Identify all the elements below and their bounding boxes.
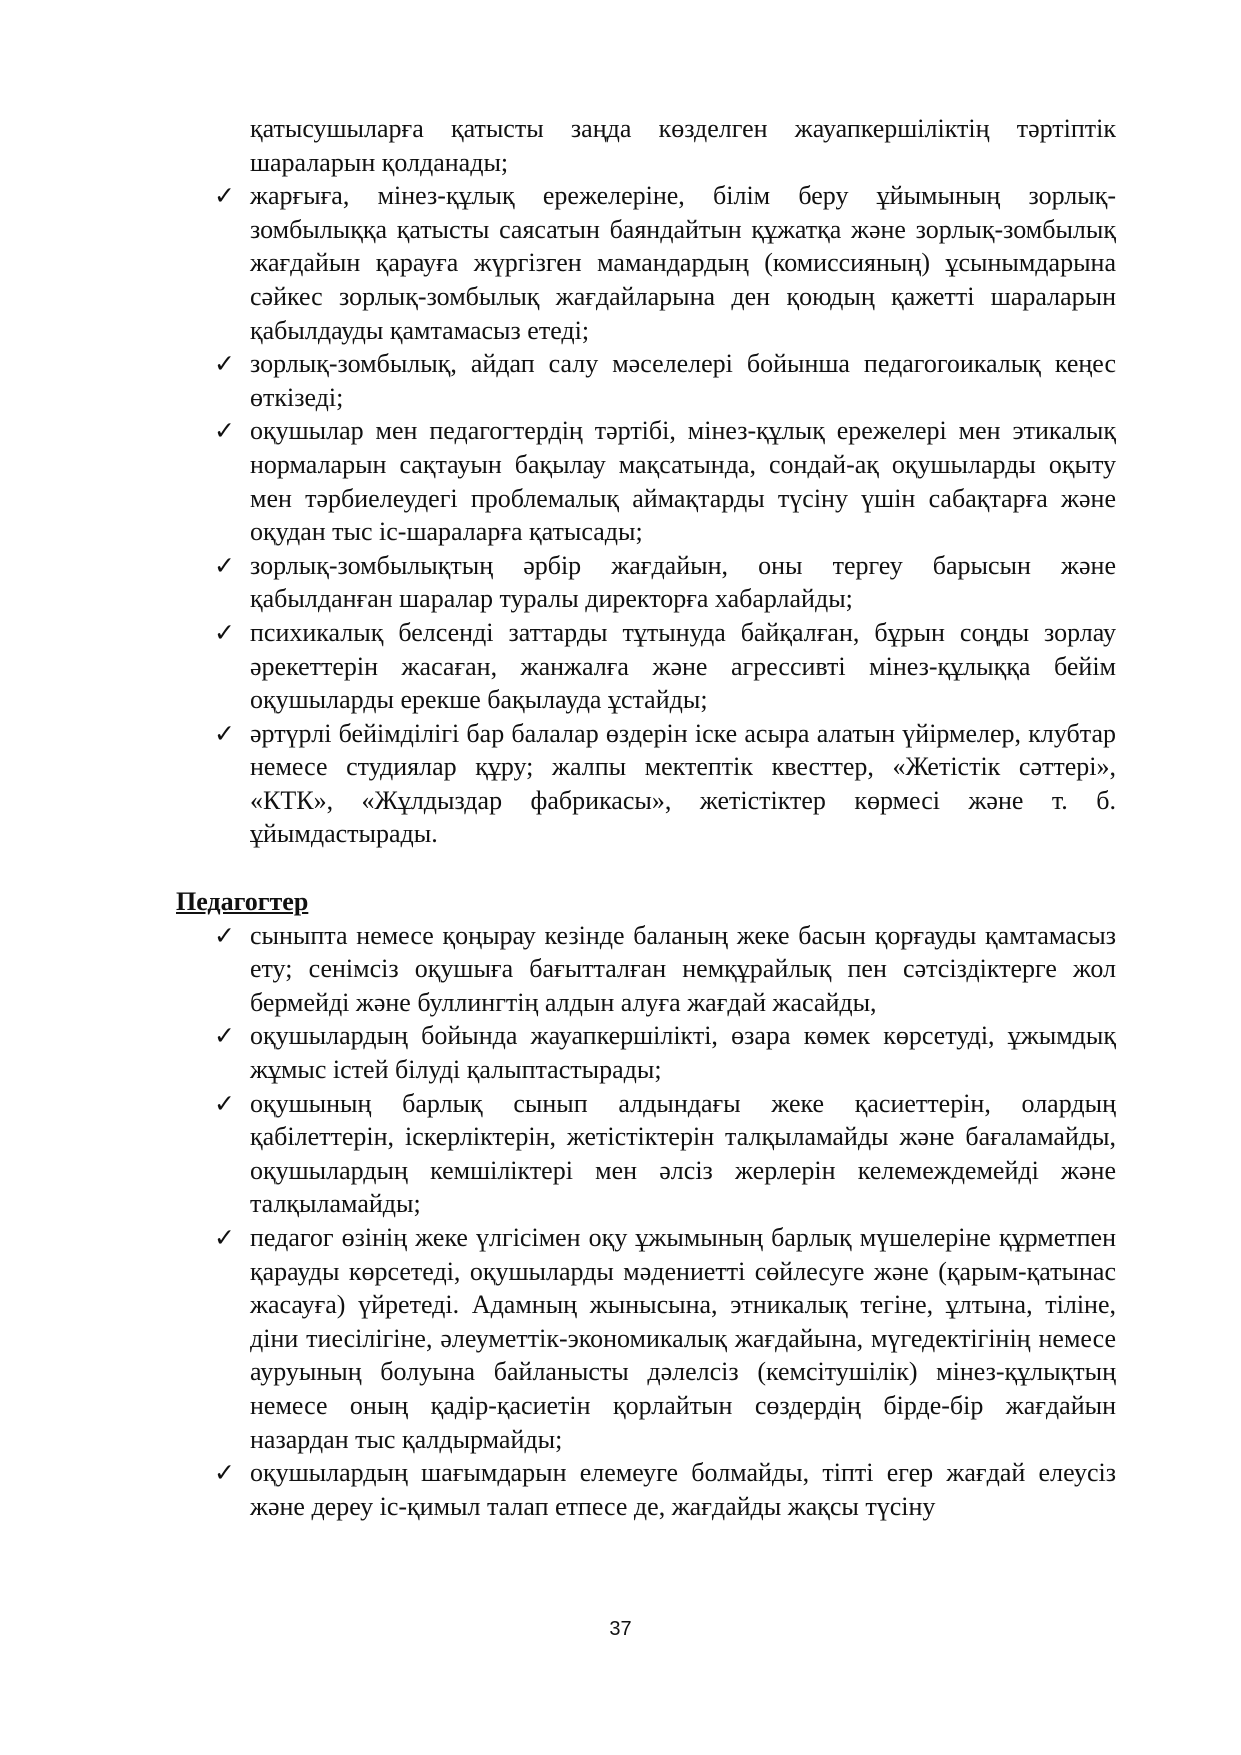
list-item-text: оқушының барлық сынып алдындағы жеке қасиеттерін, олардың қабілеттерін, іскерліктерін, жетістіктерін талқыламайды және бағаламайды, оқушылардың кемшіліктері мен әлсіз жерлерін келемеждемейді және талқыламайды; xyxy=(250,1088,1116,1219)
list-item xyxy=(176,1087,1116,1221)
list-item xyxy=(176,1456,1116,1523)
list-item-text: оқушылардың бойында жауапкершілікті, өзара көмек көрсетуді, ұжымдық жұмыс істей білуді қалыптастырады; xyxy=(250,1021,1116,1085)
list-item xyxy=(176,616,1116,717)
list-item xyxy=(176,919,1116,1020)
checkmark-icon: ✓ xyxy=(214,550,235,580)
list-item-text: зорлық-зомбылық, айдап салу мәселелері бойынша педагогоикалық кеңес өткізеді; xyxy=(250,349,1116,412)
checkmark-icon: ✓ xyxy=(214,1088,235,1118)
list-item xyxy=(176,1019,1116,1086)
page-content xyxy=(176,112,1116,1523)
list-item xyxy=(176,717,1116,851)
list-item xyxy=(176,347,1116,414)
list-item xyxy=(176,179,1116,347)
checkmark-icon: ✓ xyxy=(214,617,235,647)
list-item xyxy=(176,549,1116,616)
list-item-text: педагог өзінің жеке үлгісімен оқу ұжымының барлық мүшелеріне құрметпен қарауды көрсетеді, оқушыларды мәдениетті сөйлесуге және (қарым-қатынас жасауға) үйретеді. Адамның жынысына, этникалық тегіне, ұлтына, тіліне, діни тиесілігіне, әлеуметтік-экономикалық жағдайына, мүгедектігінің немесе ауруының болуына байланысты дәлелсіз (кемсітушілік) мінез-құлықтың немесе оның қадір-қасиетін қорлайтын сөздердің бірде-бір жағдайын назардан тыс қалдырмайды; xyxy=(250,1223,1116,1454)
list-item-text: әртүрлі бейімділігі бар балалар өздерін іске асыра алатын үйірмелер, клубтар немесе студиялар құру; жалпы мектептік квесттер, «Жетістік сәттері», «КТК», «Жұлдыздар фабрикасы», жетістіктер көрмесі және т. б. ұйымдастырады. xyxy=(250,718,1116,849)
section-heading: Педагогтер xyxy=(176,887,309,917)
continued-paragraph: қатысушыларға қатысты заңда көзделген жауапкершіліктің тәртіптік шараларын қолданады; xyxy=(250,114,1116,177)
checkmark-icon: ✓ xyxy=(214,1021,235,1051)
list-item-text: оқушылардың шағымдарын елемеуге болмайды, тіпті егер жағдай елеусіз және дереу іс-қимыл талап етпесе де, жағдайды жақсы түсіну xyxy=(250,1458,1116,1521)
checkmark-icon: ✓ xyxy=(214,1458,235,1488)
list-item xyxy=(176,1221,1116,1456)
list-item-text: жарғыға, мінез-құлық ережелеріне, білім беру ұйымының зорлық-зомбылыққа қатысты саясатын баяндайтын құжатқа және зорлық-зомбылық жағдайын қарауға жүргізген мамандардың (комиссияның) ұсынымдарына сәйкес зорлық-зомбылық жағдайларына ден қоюдың қажетті шараларын қабылдауды қамтамасыз етеді; xyxy=(250,181,1116,345)
checkmark-icon: ✓ xyxy=(214,1223,235,1252)
checkmark-icon: ✓ xyxy=(214,349,235,379)
list-item-text: сыныпта немесе қоңырау кезінде баланың жеке басын қорғауды қамтамасыз ету; сенімсіз оқушыға бағытталған немқұрайлық пен сәтсіздіктерге жол бермейді және буллингтің алдын алуға жағдай жасайды, xyxy=(250,920,1116,1017)
checkmark-icon: ✓ xyxy=(214,181,235,211)
list-item-text: оқушылар мен педагогтердің тәртібі, мінез-құлық ережелері мен этикалық нормаларын сақтауын бақылау мақсатында, сондай-ақ оқушыларды оқыту мен тәрбиелеудегі проблемалық аймақтарды түсіну үшін сабақтарға және оқудан тыс іс-шараларға қатысады; xyxy=(250,416,1116,547)
checkmark-icon: ✓ xyxy=(214,920,235,950)
list-item-text: психикалық белсенді заттарды тұтынуда байқалған, бұрын соңды зорлау әрекеттерін жасаған, жанжалға және агрессивті мінез-құлыққа бейім оқушыларды ерекше бақылауда ұстайды; xyxy=(250,617,1116,715)
list-item-text: зорлық-зомбылықтың әрбір жағдайын, оны тергеу барысын және қабылданған шаралар туралы директорға хабарлайды; xyxy=(250,550,1116,614)
checklist-section-1 xyxy=(176,179,1116,851)
page-number: 37 xyxy=(609,1618,632,1640)
checklist-section-2 xyxy=(176,919,1116,1524)
checkmark-icon: ✓ xyxy=(214,718,235,748)
checkmark-icon: ✓ xyxy=(214,416,235,446)
list-item xyxy=(176,414,1116,548)
